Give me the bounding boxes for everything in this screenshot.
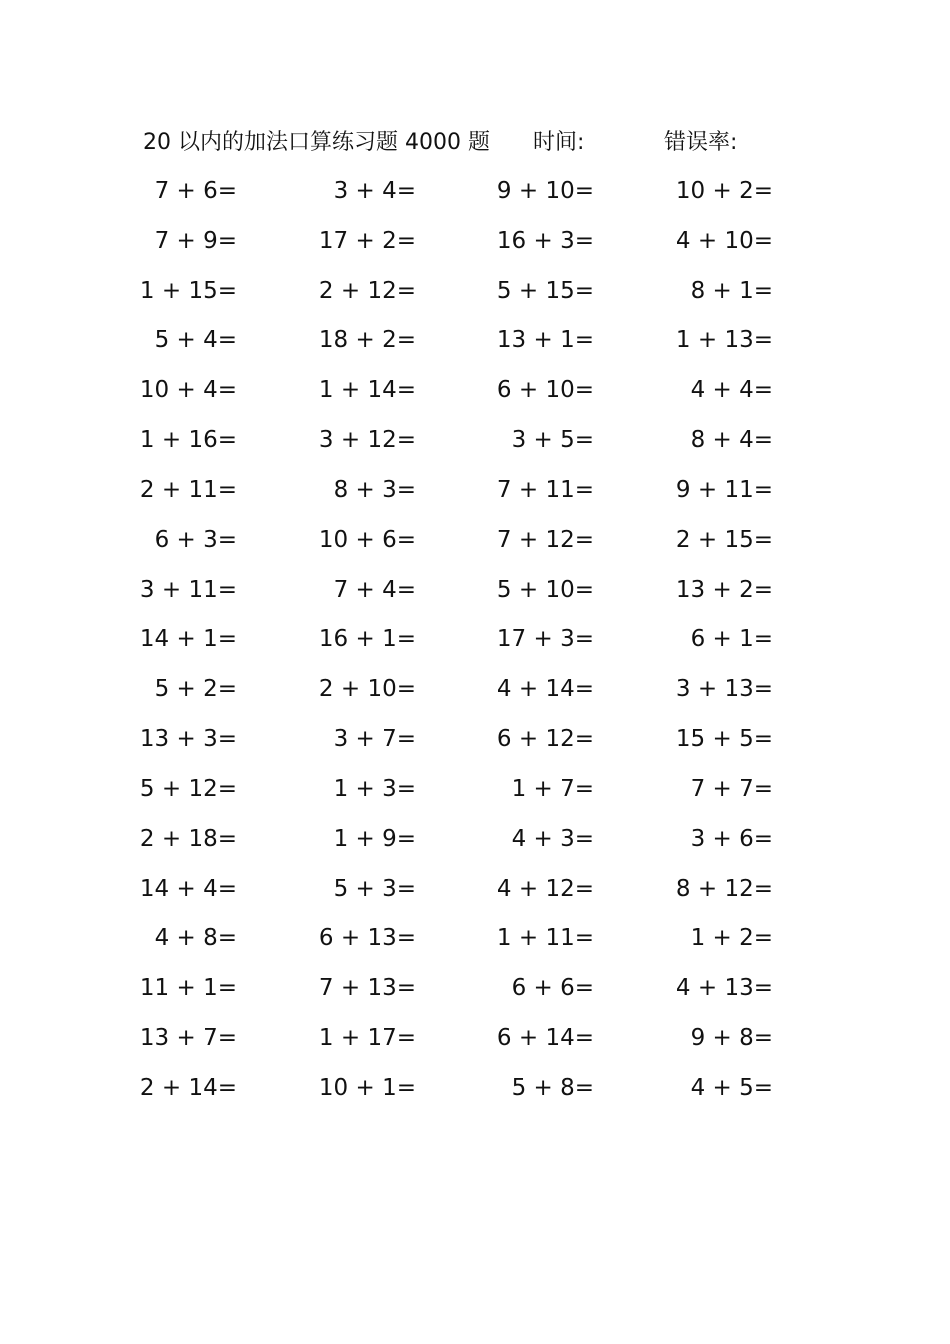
problem-row xyxy=(0,373,950,423)
problem-row xyxy=(0,822,950,872)
problem-cell: 4 + 14= xyxy=(496,676,594,703)
error-rate-label: 错误率: xyxy=(664,130,738,155)
problem-cell: 6 + 12= xyxy=(496,726,594,753)
problem-cell: 14 + 4= xyxy=(139,875,237,902)
problem-cell: 8 + 3= xyxy=(333,476,416,503)
problem-cell: 7 + 11= xyxy=(496,476,594,503)
problem-cell: 5 + 12= xyxy=(139,775,237,802)
problem-row xyxy=(0,672,950,722)
problem-cell: 3 + 6= xyxy=(690,825,773,852)
problem-cell: 10 + 1= xyxy=(318,1074,416,1101)
problem-cell: 6 + 3= xyxy=(154,526,237,553)
problem-row xyxy=(0,174,950,224)
problem-cell: 13 + 2= xyxy=(675,576,773,603)
problem-cell: 2 + 14= xyxy=(139,1074,237,1101)
problem-cell: 8 + 4= xyxy=(690,427,773,454)
problem-cell: 2 + 15= xyxy=(675,526,773,553)
problem-row xyxy=(0,274,950,324)
problem-cell: 7 + 13= xyxy=(318,975,416,1002)
problem-row xyxy=(0,971,950,1021)
problem-cell: 4 + 3= xyxy=(511,825,594,852)
worksheet-title: 20 以内的加法口算练习题 4000 题 xyxy=(143,130,490,155)
problem-cell: 11 + 1= xyxy=(139,975,237,1002)
problem-cell: 5 + 4= xyxy=(154,327,237,354)
problem-cell: 9 + 11= xyxy=(675,476,773,503)
problem-cell: 2 + 10= xyxy=(318,676,416,703)
problem-cell: 4 + 8= xyxy=(154,925,237,952)
problem-cell: 10 + 6= xyxy=(318,526,416,553)
problem-cell: 3 + 7= xyxy=(333,726,416,753)
problem-row xyxy=(0,523,950,573)
problem-row xyxy=(0,323,950,373)
problem-row xyxy=(0,872,950,922)
problem-cell: 2 + 11= xyxy=(139,476,237,503)
problem-cell: 1 + 9= xyxy=(333,825,416,852)
problem-cell: 2 + 12= xyxy=(318,277,416,304)
problem-row xyxy=(0,473,950,523)
problem-cell: 8 + 12= xyxy=(675,875,773,902)
problem-cell: 4 + 10= xyxy=(675,227,773,254)
problem-cell: 5 + 10= xyxy=(496,576,594,603)
problem-cell: 6 + 10= xyxy=(496,377,594,404)
problem-cell: 1 + 17= xyxy=(318,1025,416,1052)
problem-cell: 1 + 3= xyxy=(333,775,416,802)
worksheet-header xyxy=(0,126,950,160)
time-label: 时间: xyxy=(533,130,585,155)
problem-cell: 3 + 13= xyxy=(675,676,773,703)
problem-cell: 1 + 7= xyxy=(511,775,594,802)
problem-cell: 1 + 16= xyxy=(139,427,237,454)
problem-cell: 6 + 1= xyxy=(690,626,773,653)
problem-cell: 16 + 3= xyxy=(496,227,594,254)
problem-row xyxy=(0,1071,950,1121)
problem-cell: 9 + 10= xyxy=(496,178,594,204)
problem-row xyxy=(0,1021,950,1071)
problem-cell: 1 + 2= xyxy=(690,925,773,952)
problem-cell: 1 + 11= xyxy=(496,925,594,952)
problem-cell: 4 + 13= xyxy=(675,975,773,1002)
problem-cell: 17 + 2= xyxy=(318,227,416,254)
problem-row xyxy=(0,622,950,672)
problem-cell: 7 + 12= xyxy=(496,526,594,553)
problem-cell: 1 + 13= xyxy=(675,327,773,354)
problem-cell: 1 + 15= xyxy=(139,277,237,304)
problem-cell: 2 + 18= xyxy=(139,825,237,852)
problem-cell: 4 + 4= xyxy=(690,377,773,404)
problem-cell: 10 + 2= xyxy=(675,178,773,204)
problem-cell: 13 + 1= xyxy=(496,327,594,354)
problem-row xyxy=(0,573,950,623)
problem-row xyxy=(0,772,950,822)
problem-cell: 13 + 7= xyxy=(139,1025,237,1052)
problem-cell: 5 + 2= xyxy=(154,676,237,703)
problem-cell: 7 + 6= xyxy=(154,178,237,204)
problem-cell: 6 + 6= xyxy=(511,975,594,1002)
problem-row xyxy=(0,722,950,772)
problem-cell: 1 + 14= xyxy=(318,377,416,404)
problem-cell: 17 + 3= xyxy=(496,626,594,653)
problem-cell: 15 + 5= xyxy=(675,726,773,753)
problem-row xyxy=(0,224,950,274)
problem-cell: 7 + 9= xyxy=(154,227,237,254)
problem-cell: 7 + 7= xyxy=(690,775,773,802)
problem-cell: 5 + 8= xyxy=(511,1074,594,1101)
problem-cell: 7 + 4= xyxy=(333,576,416,603)
problem-cell: 4 + 12= xyxy=(496,875,594,902)
problem-cell: 8 + 1= xyxy=(690,277,773,304)
problem-cell: 3 + 4= xyxy=(333,178,416,204)
problem-grid xyxy=(0,174,950,1121)
problem-cell: 9 + 8= xyxy=(690,1025,773,1052)
problem-cell: 5 + 3= xyxy=(333,875,416,902)
problem-cell: 14 + 1= xyxy=(139,626,237,653)
problem-cell: 5 + 15= xyxy=(496,277,594,304)
problem-row xyxy=(0,423,950,473)
problem-cell: 4 + 5= xyxy=(690,1074,773,1101)
problem-cell: 13 + 3= xyxy=(139,726,237,753)
problem-cell: 3 + 11= xyxy=(139,576,237,603)
problem-cell: 6 + 13= xyxy=(318,925,416,952)
problem-cell: 10 + 4= xyxy=(139,377,237,404)
problem-cell: 18 + 2= xyxy=(318,327,416,354)
problem-cell: 3 + 12= xyxy=(318,427,416,454)
problem-row xyxy=(0,921,950,971)
problem-cell: 3 + 5= xyxy=(511,427,594,454)
problem-cell: 16 + 1= xyxy=(318,626,416,653)
problem-cell: 6 + 14= xyxy=(496,1025,594,1052)
